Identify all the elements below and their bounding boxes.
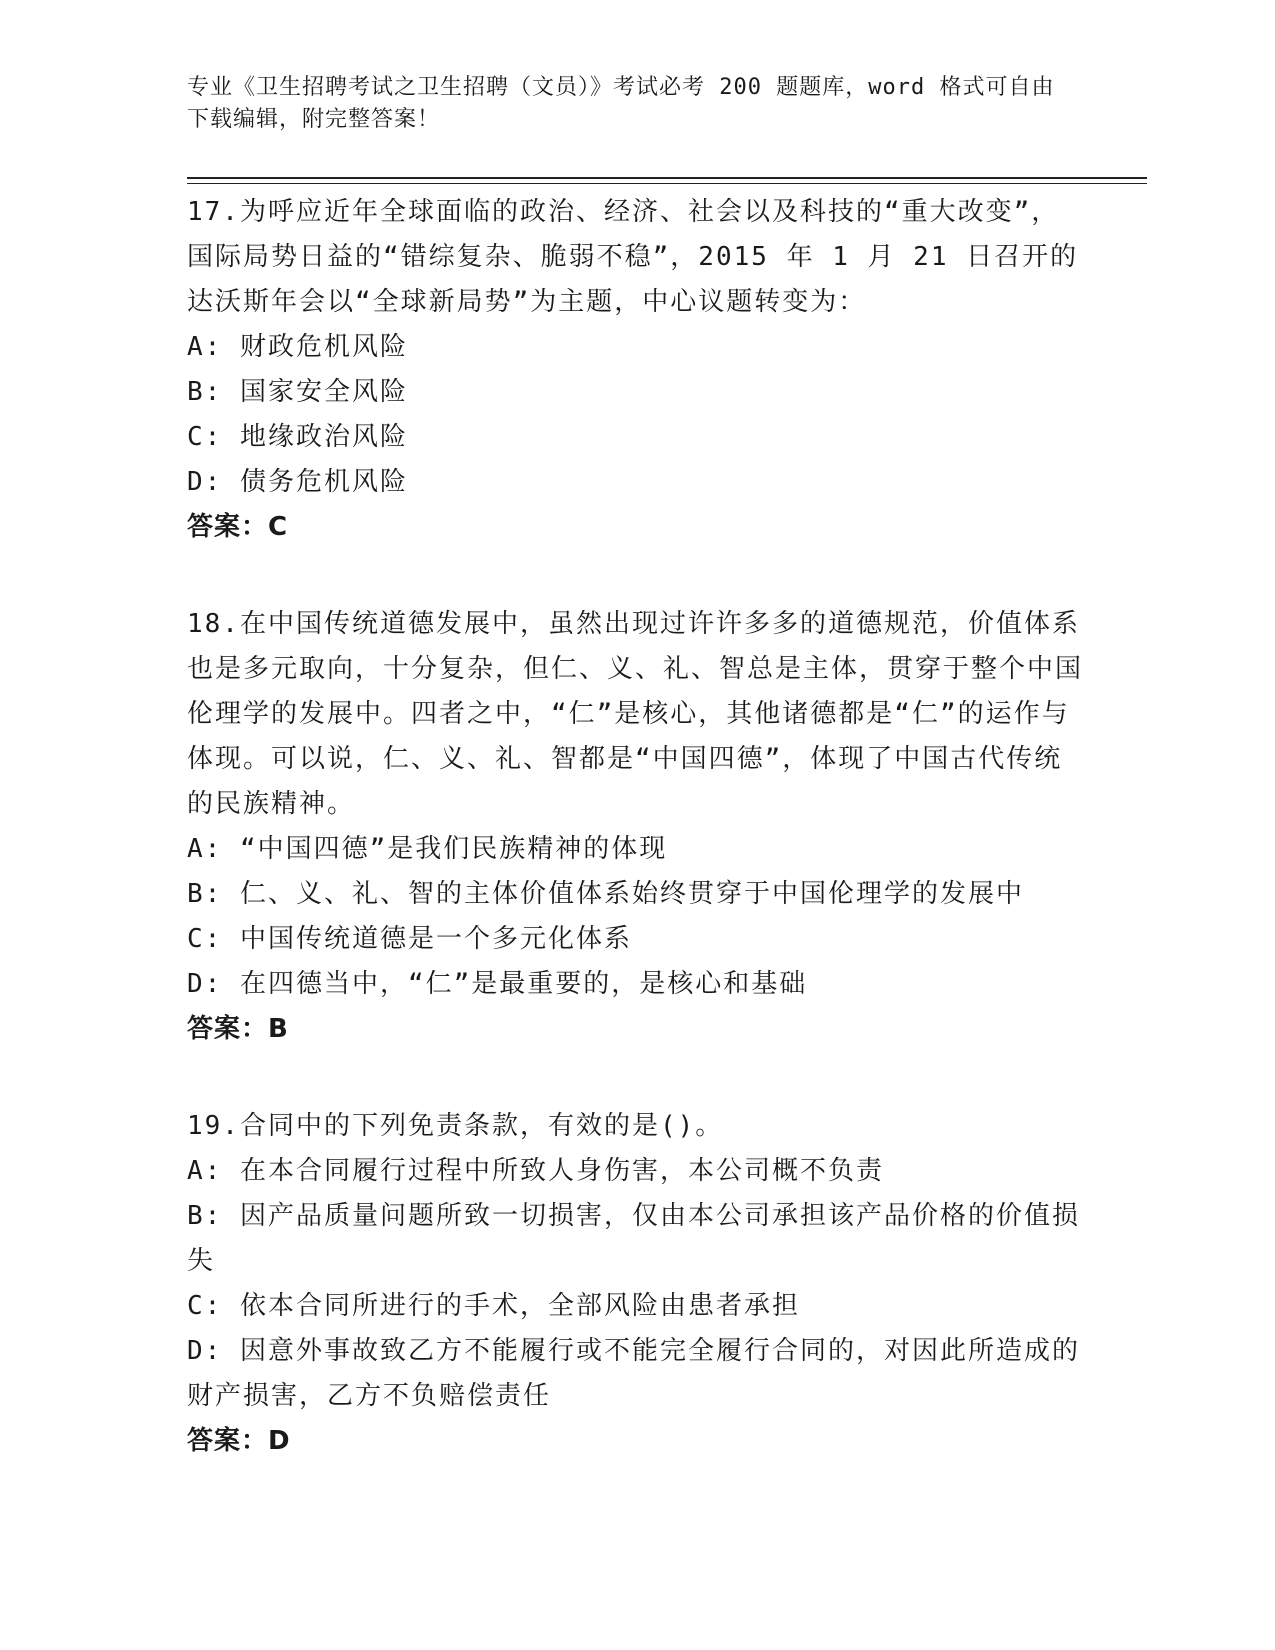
answer: 答案：C (187, 512, 289, 542)
header-rule-thick (187, 177, 1147, 179)
header-rule-thin (187, 183, 1147, 184)
option-b: B: 仁、义、礼、智的主体价值体系始终贯穿于中国伦理学的发展中 (187, 879, 1024, 909)
question-text: 17.为呼应近年全球面临的政治、经济、社会以及科技的“重大改变”，国际局势日益的“错综复杂、脆弱不稳”，2015 年 1 月 21 日召开的达沃斯年会以“全球新局势”为主题，中心议题转变为： (187, 197, 1079, 317)
question-text: 19.合同中的下列免责条款，有效的是()。 (187, 1111, 724, 1141)
option-d: D: 因意外事故致乙方不能履行或不能完全履行合同的，对因此所造成的财产损害，乙方不负赔偿责任 (187, 1336, 1080, 1411)
option-d: D: 在四德当中，“仁”是最重要的，是核心和基础 (187, 969, 808, 999)
option-a: A: 财政危机风险 (187, 332, 408, 362)
option-d: D: 债务危机风险 (187, 467, 408, 497)
option-b: B: 因产品质量问题所致一切损害，仅由本公司承担该产品价格的价值损失 (187, 1201, 1080, 1276)
question-text: 18.在中国传统道德发展中，虽然出现过许许多多的道德规范，价值体系也是多元取向，十分复杂，但仁、义、礼、智总是主体，贯穿于整个中国伦理学的发展中。四者之中，“仁”是核心，其他诸德都是“仁”的运作与体现。可以说，仁、义、礼、智都是“中国四德”，体现了中国古代传统的民族精神。 (187, 609, 1084, 819)
option-c: C: 依本合同所进行的手术，全部风险由患者承担 (187, 1291, 800, 1321)
option-a: A: 在本合同履行过程中所致人身伤害，本公司概不负责 (187, 1156, 884, 1186)
question-list (187, 190, 1087, 1516)
option-c: C: 地缘政治风险 (187, 422, 408, 452)
question-17 (187, 190, 1087, 550)
answer: 答案：B (187, 1014, 289, 1044)
document-header: 专业《卫生招聘考试之卫生招聘（文员）》考试必考 200 题题库，word 格式可自由下载编辑，附完整答案！ (187, 75, 1055, 132)
option-b: B: 国家安全风险 (187, 377, 408, 407)
answer: 答案：D (187, 1426, 291, 1456)
option-c: C: 中国传统道德是一个多元化体系 (187, 924, 632, 954)
question-18 (187, 602, 1087, 1052)
option-a: A: “中国四德”是我们民族精神的体现 (187, 834, 668, 864)
question-19 (187, 1104, 1087, 1464)
